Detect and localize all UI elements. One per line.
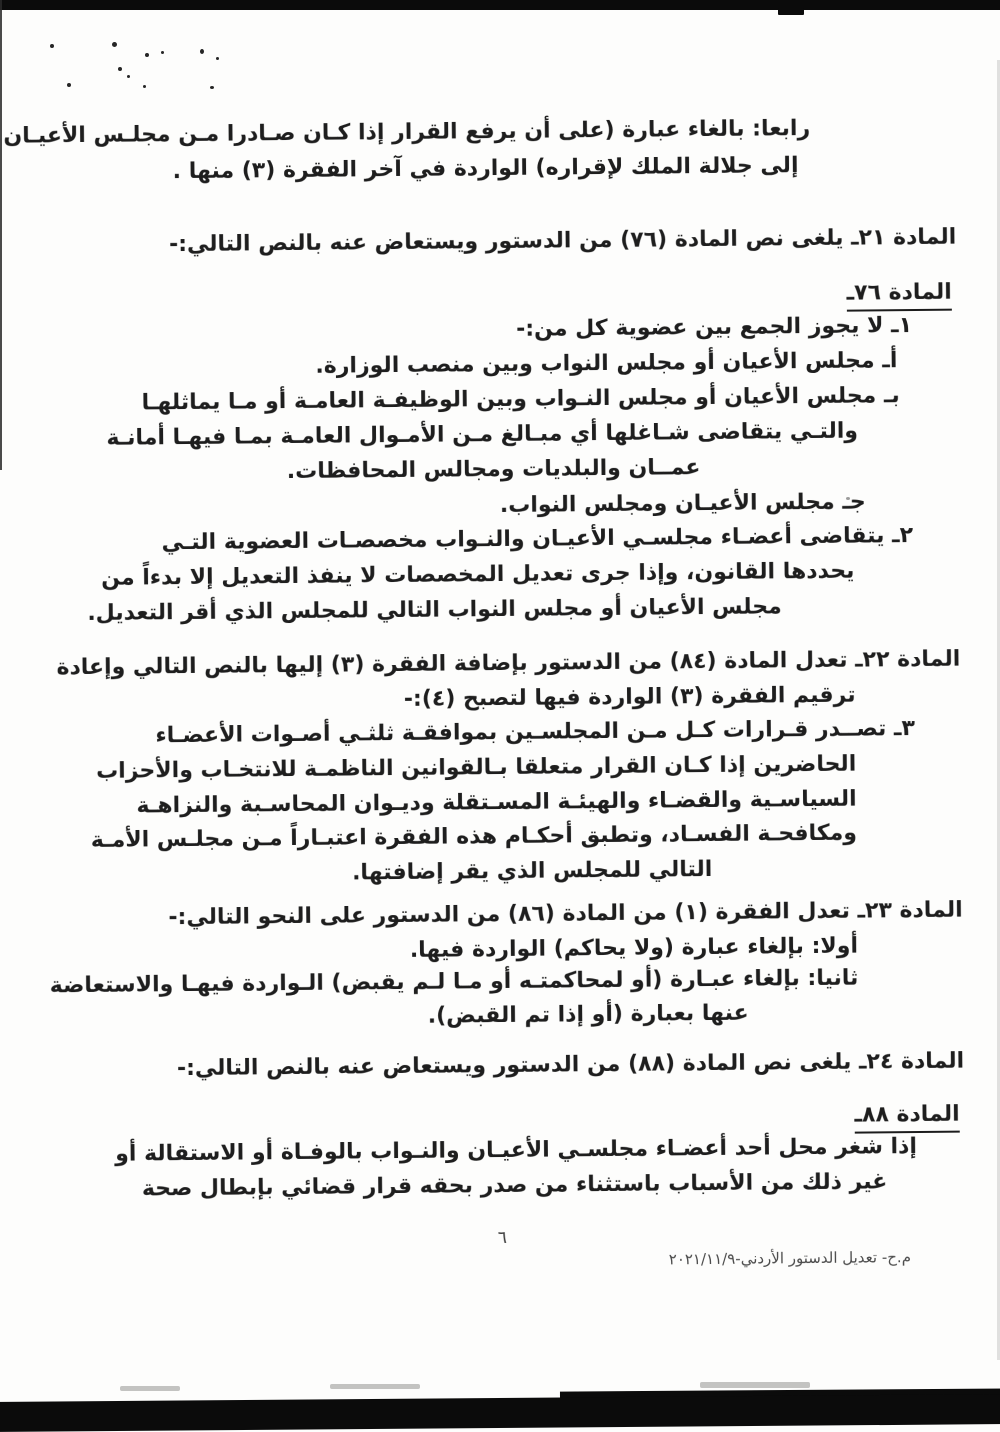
footer-reference: م.ح- تعديل الدستور الأردني-٢٠٢١/١١/٩ <box>668 1248 912 1269</box>
article-23-first: أولا: بإلغاء عبارة (ولا يحاكم) الواردة فيها. <box>409 933 859 963</box>
article-21-intro: المادة ٢١ـ يلغى نص المادة (٧٦) من الدستور ويستعاض عنه بالنص التالي:- <box>168 224 957 258</box>
clause-fourth-line-1: رابعا: بالغاء عبارة (على أن يرفع القرار إذا كـان صـادرا مـن مجلـس الأعيـان <box>3 116 811 149</box>
article-22-para3-line-3: السياسـية والقضـاء والهيئـة المسـتقلة وديـوان المحاسـبة والنزاهـة <box>136 786 857 819</box>
scan-edge-top <box>0 0 1000 10</box>
article-22-para3-line-2: الحاضرين إذا كـان القرار متعلقا بـالقوانين الناظمـة للانتخـاب والأحزاب <box>95 751 857 784</box>
clause-fourth-line-2: إلى جلالة الملك لإقراره) الواردة في آخر الفقرة (٣) منها . <box>172 153 799 185</box>
article-76-item-b-line-1: بـ مجلس الأعيان أو مجلس النـواب وبين الوظيفـة العامـة أو مـا يماثلهـا <box>141 383 900 416</box>
article-23-second-line-1: ثانيا: بإلغاء عبـارة (أو لمحاكمتـه أو مـا لـم يقبض) الـواردة فيهـا والاستعاضة <box>49 965 859 999</box>
article-88-body-line-2: غير ذلك من الأسباب باستثناء من صدر بحقه قرار قضائي بإبطال صحة <box>141 1169 888 1202</box>
article-76-item-1: ١ـ لا يجوز الجمع بين عضوية كل من:- <box>516 313 913 342</box>
article-88-body-line-1: إذا شغر محل أحد أعضـاء مجلسـي الأعيـان والنـواب بالوفـاة أو الاستقالة أو <box>115 1134 918 1167</box>
article-76-item-2-line-1: ٢ـ يتقاضى أعضـاء مجلسـي الأعيـان والنـواب مخصصـات العضوية التـي <box>161 523 914 556</box>
article-76-item-c: جـ مجلس الأعيـان ومجلس النواب. <box>499 489 866 518</box>
article-22-para3-line-5: التالي للمجلس الذي يقر إضافتها. <box>351 856 713 886</box>
article-23-intro: المادة ٢٣ـ تعدل الفقرة (١) من المادة (٨٦) من الدستور على النحو التالي:- <box>168 897 963 931</box>
article-76-item-2-line-3: مجلس الأعيان أو مجلس النواب التالي للمجلس الذي أقر التعديل. <box>87 594 782 626</box>
article-22-para3-line-4: ومكافحـة الفسـاد، وتطبق أحكـام هذه الفقرة اعتبـاراً مـن مجلـس الأمـة <box>90 820 858 853</box>
article-23-second-line-2: عنها بعبارة (أو إذا تم القبض). <box>427 1000 749 1029</box>
article-76-heading: المادة ٧٦ـ <box>846 279 951 312</box>
article-76-item-2-line-2: يحددها القانون، وإذا جرى تعديل المخصصات لا ينفذ التعديل إلا بدءاً من <box>101 558 855 591</box>
article-88-heading: المادة ٨٨ـ <box>854 1101 959 1134</box>
article-22-para3-line-1: ٣ـ تصــدر قـرارات كـل مـن المجلسـين بموافقـة ثلثـي أصـوات الأعضـاء <box>155 716 916 749</box>
scan-edge-left <box>0 0 2 470</box>
scan-edge-top-notch <box>778 8 804 15</box>
article-22-intro-line-2: ترقيم الفقرة (٣) الواردة فيها لتصبح (٤):- <box>403 682 856 712</box>
article-76-item-b-line-3: عمــان والبلديات ومجالس المحافظات. <box>286 455 701 485</box>
page-number: ٦ <box>497 1227 508 1249</box>
article-76-item-a: أـ مجلس الأعيان أو مجلس النواب وبين منصب الوزارة. <box>315 348 898 379</box>
article-22-intro-line-1: المادة ٢٢ـ تعدل المادة (٨٤) من الدستور بإضافة الفقرة (٣) إليها بالنص التالي وإعادة <box>56 646 961 681</box>
article-24-intro: المادة ٢٤ـ يلغى نص المادة (٨٨) من الدستور ويستعاض عنه بالنص التالي:- <box>176 1048 965 1082</box>
article-76-item-b-line-2: والتـي يتقاضى شـاغلها أي مبـالغ مـن الأمـوال العامـة بمـا فيهـا أمانـة <box>106 418 859 451</box>
